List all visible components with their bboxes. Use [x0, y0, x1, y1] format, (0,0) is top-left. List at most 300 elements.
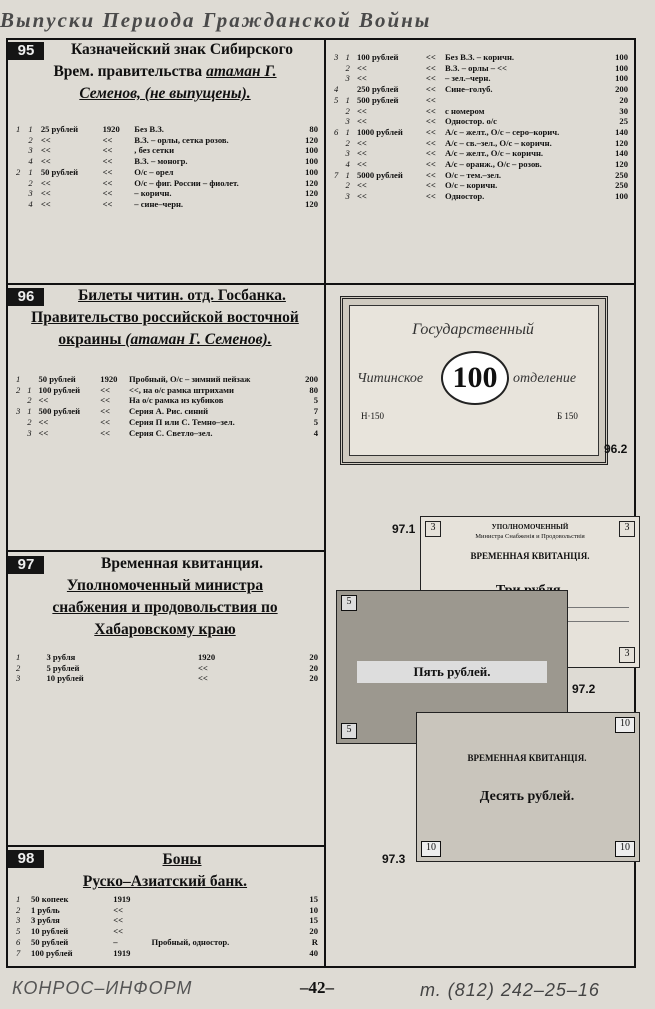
table-cell: 100 [615, 52, 628, 62]
table-cell: << [102, 198, 113, 209]
table-cell: << [102, 188, 113, 199]
table-cell: Сине–голуб. [445, 84, 493, 95]
banknote-text: Читинское [357, 371, 424, 386]
table-cell: 1 [16, 652, 21, 662]
table-cell: 120 [305, 134, 318, 145]
section-divider [6, 845, 326, 847]
table-cell: 1 [345, 94, 350, 105]
table-cell: << [113, 915, 124, 926]
table-cell: Одностор. [445, 191, 485, 202]
table-cell: 5 [16, 926, 21, 937]
table-cell: << [100, 395, 111, 406]
section-subtitle: Хабаровскому краю [94, 621, 236, 638]
table-cell: А/с – желт., О/с – коричн. [445, 148, 544, 159]
image-label: 96.2 [604, 442, 628, 456]
table-cell [332, 116, 343, 127]
table-row [332, 95, 630, 106]
table-cell [25, 374, 36, 385]
table-cell: 100 рублей [356, 52, 399, 62]
receipt-corner-value: 10 [421, 841, 441, 857]
table-cell: 100 рублей [38, 384, 81, 395]
table-cell: << [40, 156, 51, 167]
table-cell: Серия С. Светло–зел. [129, 427, 213, 438]
table-row [14, 188, 320, 199]
table-cell: 2 [28, 177, 33, 188]
table-cell: – [113, 936, 118, 947]
section-number: 95 [8, 42, 44, 60]
receipt-value: Десять рублей. [479, 789, 575, 804]
table-cell: 50 рублей [40, 166, 79, 177]
table-cell: 3 рубля [46, 652, 76, 662]
table-cell: 3 [28, 188, 33, 199]
table-cell: << [425, 62, 436, 73]
image-label: 97.2 [572, 682, 596, 696]
image-label: 97.1 [392, 522, 416, 536]
receipt-corner-value: 10 [615, 841, 635, 857]
table-row [332, 106, 630, 117]
table-cell: В.З. – моногр. [134, 156, 188, 167]
table-cell: 6 [16, 936, 21, 947]
receipt-title: ВРЕМЕННАЯ КВИТАНЦІЯ. [467, 753, 587, 763]
section-divider [6, 283, 636, 285]
table-cell: 3 [16, 406, 21, 417]
table-cell: << [113, 926, 124, 937]
receipt-corner-value: 3 [425, 521, 441, 537]
table-row [14, 673, 320, 684]
table-cell: 100 [305, 156, 318, 167]
table-cell: 250 рублей [356, 84, 399, 95]
footer-publisher: КОНРОС–ИНФОРМ [12, 978, 193, 998]
table-cell: << [425, 191, 436, 202]
table-cell: 5000 рублей [356, 169, 403, 180]
table-row [14, 926, 320, 937]
section-subtitle: Руско–Азиатский банк. [82, 873, 248, 890]
table-cell: 200 [305, 374, 318, 384]
table-cell: 100 [305, 145, 318, 156]
table-cell: 2 [16, 904, 21, 915]
table-cell: 10 рублей [46, 673, 84, 684]
table-cell: 10 [309, 904, 318, 915]
table-cell: , без сетки [134, 145, 175, 156]
table-row [14, 199, 320, 210]
section-subtitle: Врем. правительства атаман Г. [53, 63, 277, 80]
table-cell: 15 [309, 894, 318, 904]
table-cell: 3 [345, 148, 350, 159]
table-cell [332, 73, 343, 84]
table-cell: 3 рубля [30, 915, 60, 926]
table-cell: << [102, 134, 113, 145]
section-subtitle: Правительство российской восточной [31, 309, 299, 326]
table-cell: 1 [16, 124, 21, 134]
table-cell: 1 [345, 52, 350, 62]
table-cell: 100 [305, 166, 318, 177]
table-cell: 3 [334, 52, 339, 62]
page-header: Выпуски Периода Гражданской Войны [0, 8, 432, 32]
table-cell: 5 рублей [46, 662, 80, 673]
section-divider [6, 550, 326, 552]
table-cell [332, 191, 343, 202]
table-cell: 1 [345, 169, 350, 180]
table-cell: 4 [28, 198, 33, 209]
table-cell: 100 [615, 191, 628, 202]
table-row [14, 948, 320, 959]
table-cell: О/с – коричн. [445, 180, 498, 191]
table-cell: 30 [619, 105, 628, 116]
table-cell: << [102, 166, 113, 177]
table-cell: 200 [615, 84, 628, 95]
table-row [14, 145, 320, 156]
table-cell: – зел.–черн. [445, 73, 491, 84]
table-row [14, 663, 320, 674]
banknote-text: отделение [513, 371, 577, 386]
table-row [14, 167, 320, 178]
table-cell: 3 [27, 427, 32, 438]
table-cell [150, 905, 298, 916]
table-cell: 1920 [102, 124, 120, 134]
table-cell: << [102, 145, 113, 156]
table-row [332, 73, 630, 84]
table-cell: 1920 [197, 652, 216, 662]
table-cell: 1 рубль [30, 904, 60, 915]
table-cell: 500 рублей [38, 406, 81, 417]
table-cell: 50 рублей [38, 374, 76, 384]
table-cell: << [40, 145, 51, 156]
receipt-corner-value: 3 [619, 647, 635, 663]
table-cell: 4 [313, 427, 318, 438]
table-cell: << [425, 105, 436, 116]
table-cell: 100 рублей [30, 947, 73, 958]
table-cell: 120 [615, 137, 628, 148]
price-table [14, 374, 320, 438]
table-cell: 7 [334, 169, 339, 180]
table-cell: 20 [619, 94, 628, 105]
table-cell [150, 915, 298, 926]
table-cell: << [40, 177, 51, 188]
table-cell: 20 [309, 926, 318, 937]
table-cell [150, 948, 298, 959]
price-table [332, 52, 630, 202]
table-cell [14, 417, 25, 428]
table-cell: 250 [615, 180, 628, 191]
section-subtitle: Уполномоченный министра [66, 577, 264, 594]
table-row [332, 148, 630, 159]
table-cell: 100 [615, 62, 628, 73]
table-cell: 2 [345, 62, 350, 73]
table-cell [332, 106, 343, 117]
table-cell: << [356, 159, 367, 170]
price-table [14, 894, 320, 958]
table-cell: Пробный, О/с – зимний пейзаж [129, 374, 251, 384]
price-table [14, 652, 320, 684]
table-cell: – коричн. [134, 188, 172, 199]
table-cell [443, 95, 607, 106]
table-cell: << [425, 52, 436, 62]
table-cell: Серия П или С. Темно–зел. [129, 416, 235, 427]
table-cell: 3 [345, 73, 350, 84]
table-cell: Пробный, одностор. [151, 936, 230, 947]
table-cell: 25 рублей [40, 124, 79, 134]
table-cell: << [425, 84, 436, 95]
table-cell: R [311, 936, 318, 947]
banknote-text: Государственный [412, 321, 534, 338]
table-cell: 10 рублей [30, 926, 69, 937]
table-cell: << [356, 191, 367, 202]
table-cell: 2 [27, 416, 32, 427]
table-cell [14, 199, 26, 210]
table-row [332, 52, 630, 63]
table-cell: 2 [28, 134, 33, 145]
table-cell: 120 [305, 198, 318, 209]
table-cell: << [425, 94, 436, 105]
table-cell: << [113, 904, 124, 915]
table-cell: 1 [27, 384, 32, 395]
table-cell: << [197, 673, 208, 684]
table-cell: 5 [313, 395, 318, 406]
table-cell: << [356, 73, 367, 84]
table-cell: Серия А. Рис. синий [129, 406, 209, 417]
table-cell: << [38, 427, 49, 438]
table-cell: << [38, 395, 49, 406]
table-cell: << [102, 177, 113, 188]
table-cell: 80 [309, 124, 318, 134]
table-cell [150, 894, 298, 905]
section-number: 97 [8, 556, 44, 574]
table-cell: 120 [305, 177, 318, 188]
page-number: –42– [300, 978, 334, 997]
section-title: Казначейский знак Сибирского [70, 41, 294, 58]
section-subtitle: Семенов, (не выпущены). [79, 85, 251, 102]
receipt-text: Министра Снабженія и Продовольствія [475, 533, 585, 540]
table-cell: << [102, 156, 113, 167]
table-row [14, 652, 320, 663]
table-cell [150, 926, 298, 937]
table-cell: 40 [309, 947, 318, 958]
table-cell: 6 [334, 126, 339, 137]
table-row [14, 395, 320, 406]
table-cell: 2 [27, 395, 32, 406]
table-cell: 1 [28, 124, 33, 134]
section-title: Билеты читин. отд. Госбанка. [78, 287, 286, 304]
table-cell [14, 395, 25, 406]
table-cell: 120 [615, 159, 628, 170]
table-row [332, 127, 630, 138]
table-cell: О/с – фиг. России – фиолет. [134, 177, 239, 188]
table-cell: 25 [619, 116, 628, 127]
table-cell: В.З. – орлы, сетка розов. [134, 134, 229, 145]
table-cell: А/с – желт., О/с – серо–корич. [445, 126, 560, 137]
section-title: Боны [162, 851, 202, 868]
receipt-title: ВРЕМЕННАЯ КВИТАНЦІЯ. [470, 551, 590, 561]
table-cell: << [40, 188, 51, 199]
table-cell: 50 рублей [30, 936, 69, 947]
price-table [14, 124, 320, 210]
table-cell: << [100, 406, 111, 417]
table-row [14, 406, 320, 417]
table-cell: 2 [16, 384, 21, 395]
table-cell: В.З. – орлы – << [445, 62, 507, 73]
table-cell: 1 [27, 406, 32, 417]
table-cell: 140 [615, 126, 628, 137]
table-cell: 2 [345, 105, 350, 116]
table-cell: 3 [16, 915, 21, 926]
section-title: Временная квитанция. [101, 555, 263, 572]
table-cell: << [100, 384, 111, 395]
table-row [14, 417, 320, 428]
table-cell: <<, на о/с рамка штрихами [129, 384, 234, 395]
table-cell: << [356, 137, 367, 148]
table-cell: 5 [334, 94, 339, 105]
table-cell: 15 [309, 915, 318, 926]
banknote-value: 100 [441, 351, 509, 405]
table-cell: 4 [28, 156, 33, 167]
table-cell: 1919 [113, 947, 131, 958]
section-subtitle: снабжения и продовольствия по [52, 599, 278, 616]
table-cell: Одностор. о/с [445, 116, 497, 127]
table-cell: << [100, 427, 111, 438]
receipt-corner-value: 10 [615, 717, 635, 733]
table-cell: << [356, 180, 367, 191]
table-cell: 2 [16, 662, 21, 673]
table-row [14, 385, 320, 396]
table-cell: << [356, 148, 367, 159]
table-cell: << [425, 159, 436, 170]
table-cell: << [197, 662, 208, 673]
table-cell: Без В.З. [134, 124, 164, 134]
table-row [332, 180, 630, 191]
table-cell: 500 рублей [356, 94, 399, 105]
table-cell: << [425, 126, 436, 137]
table-cell: 5 [313, 416, 318, 427]
table-cell: << [40, 198, 51, 209]
table-cell: 20 [309, 673, 318, 684]
table-cell: 3 [345, 191, 350, 202]
table-row [332, 138, 630, 149]
table-cell: 140 [615, 148, 628, 159]
table-row [14, 915, 320, 926]
table-cell: На о/с рамка из кубиков [129, 395, 224, 406]
table-cell: А/с – св.–зел., О/с – коричн. [445, 137, 552, 148]
receipt-corner-value: 5 [341, 595, 357, 611]
table-row [332, 84, 630, 95]
receipt-value: Пять рублей. [357, 661, 547, 683]
table-cell: Без В.З. – коричн. [445, 52, 515, 62]
table-row [14, 428, 320, 439]
table-cell: 80 [309, 384, 318, 395]
table-row [332, 63, 630, 74]
table-cell: << [425, 73, 436, 84]
table-cell [343, 84, 354, 95]
table-cell: << [100, 416, 111, 427]
table-cell: 3 [16, 673, 21, 684]
table-cell [332, 138, 343, 149]
image-label: 97.3 [382, 852, 406, 866]
table-cell: << [40, 134, 51, 145]
table-row [14, 894, 320, 905]
table-row [14, 156, 320, 167]
table-cell [14, 156, 26, 167]
receipt-image-97-3 [416, 712, 640, 862]
table-row [14, 178, 320, 189]
table-row [14, 905, 320, 916]
table-cell: – сине–черн. [134, 198, 184, 209]
table-row [332, 170, 630, 181]
table-cell [14, 135, 26, 146]
table-cell: 4 [334, 84, 339, 95]
table-cell [332, 63, 343, 74]
table-row [332, 116, 630, 127]
table-cell: 1000 рублей [356, 126, 403, 137]
table-cell [14, 428, 25, 439]
table-cell [14, 178, 26, 189]
table-cell: << [425, 116, 436, 127]
table-cell: 250 [615, 169, 628, 180]
table-row [332, 191, 630, 202]
table-row [14, 124, 320, 135]
table-cell: << [425, 148, 436, 159]
table-cell: << [38, 416, 49, 427]
banknote-serial: Н·150 [361, 411, 384, 421]
column-divider [324, 38, 326, 968]
table-row [14, 937, 320, 948]
section-number: 98 [8, 850, 44, 868]
table-cell: 2 [16, 166, 21, 177]
table-cell [332, 148, 343, 159]
table-cell [332, 159, 343, 170]
table-cell: 3 [28, 145, 33, 156]
table-cell: 120 [305, 188, 318, 199]
table-cell: 7 [313, 406, 318, 417]
table-cell: 1 [28, 166, 33, 177]
receipt-corner-value: 3 [619, 521, 635, 537]
table-cell: 100 [615, 73, 628, 84]
table-cell: << [356, 105, 367, 116]
table-cell [332, 180, 343, 191]
table-cell: О/с – тем.–зел. [445, 169, 502, 180]
table-cell [14, 188, 26, 199]
table-row [14, 374, 320, 385]
table-row [14, 135, 320, 146]
table-cell: << [425, 169, 436, 180]
table-cell: с номером [445, 105, 485, 116]
table-cell: 1919 [113, 894, 131, 904]
table-row [332, 159, 630, 170]
table-cell: 20 [309, 652, 318, 662]
table-cell: 2 [345, 137, 350, 148]
table-cell: 2 [345, 180, 350, 191]
footer-phone: т. (812) 242–25–16 [420, 980, 600, 1000]
receipt-corner-value: 5 [341, 723, 357, 739]
table-cell: 3 [345, 116, 350, 127]
section-subtitle: окраины (атаман Г. Семенов). [58, 331, 272, 348]
table-cell: 1 [16, 894, 21, 904]
table-cell: О/с – орел [134, 166, 174, 177]
table-cell: << [425, 180, 436, 191]
table-cell: 1 [16, 374, 21, 384]
section-number: 96 [8, 288, 44, 306]
table-cell: 1 [345, 126, 350, 137]
table-cell: << [356, 116, 367, 127]
banknote-serial: Б 150 [557, 411, 578, 421]
table-cell: 4 [345, 159, 350, 170]
receipt-text: УПОЛНОМОЧЕННЫЙ [491, 523, 569, 531]
table-cell: << [425, 137, 436, 148]
table-cell: 7 [16, 947, 21, 958]
table-cell: 1920 [100, 374, 118, 384]
table-cell: А/с – оранж., О/с – розов. [445, 159, 542, 170]
table-cell: 20 [309, 662, 318, 673]
table-cell: 50 копеек [30, 894, 69, 904]
banknote-image-96-2 [340, 296, 608, 465]
